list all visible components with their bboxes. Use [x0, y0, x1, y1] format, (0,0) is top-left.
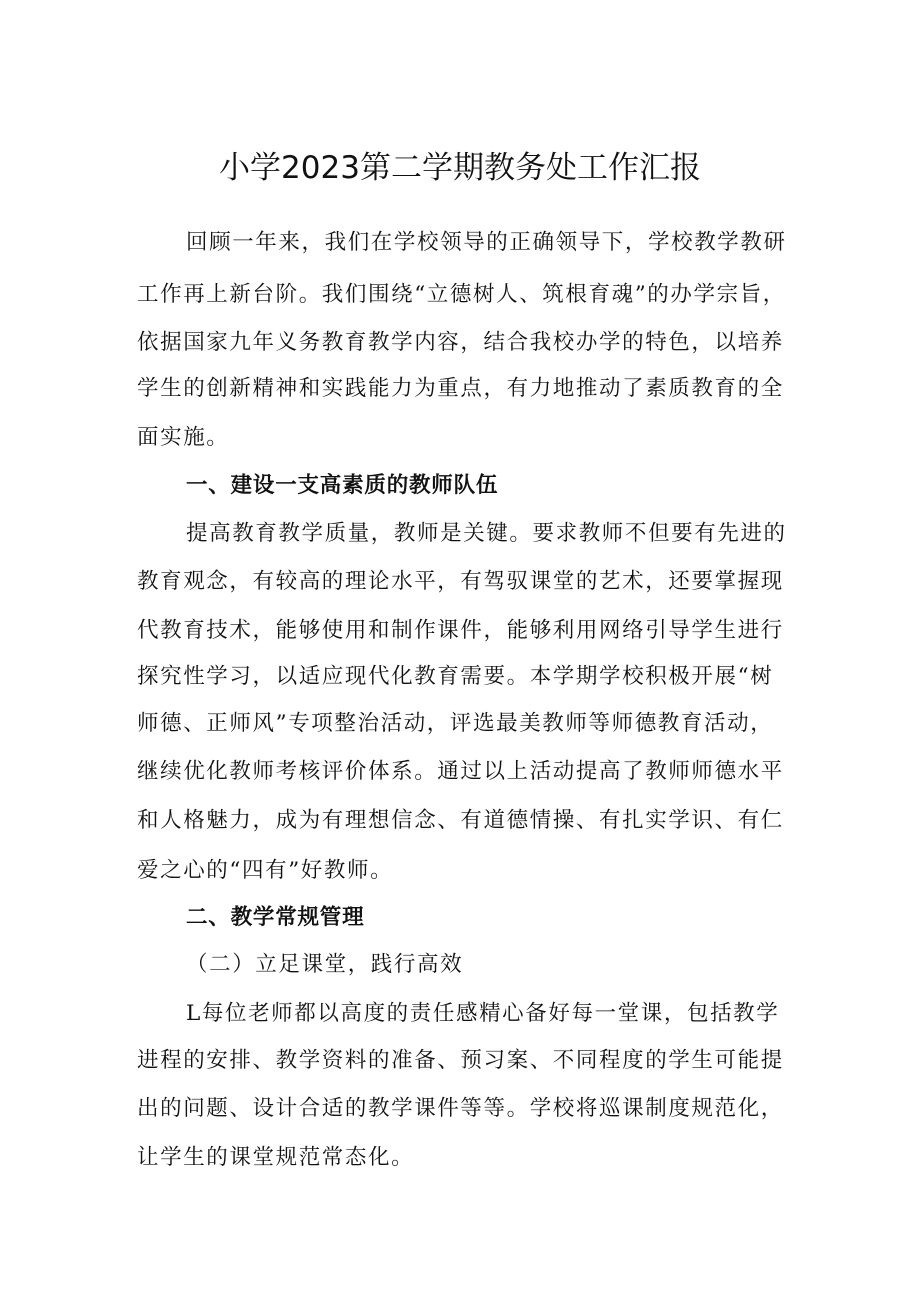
section2-line-3: 出的问题、设计合适的教学课件等等。学校将巡课制度规范化， — [137, 1096, 784, 1121]
section2-line-2: 进程的安排、教学资料的准备、预习案、不同程度的学生可能提 — [137, 1048, 784, 1073]
section-heading-2: 二、教学常规管理 — [186, 905, 365, 930]
intro-line-4: 学生的创新精神和实践能力为重点，有力地推动了素质教育的全 — [137, 376, 784, 401]
section2-line-1: L每位老师都以高度的责任感精心备好每一堂课，包括教学 — [186, 1001, 780, 1026]
document-title: 小学2023第二学期教务处工作汇报 — [219, 150, 701, 186]
intro-line-2: 工作再上新台阶。我们围绕“立德树人、筑根育魂”的办学宗旨， — [137, 282, 786, 307]
intro-line-5: 面实施。 — [137, 425, 230, 450]
section-heading-1: 一、建设一支高素质的教师队伍 — [186, 473, 499, 498]
section1-line-2: 教育观念，有较高的理论水平，有驾驭课堂的艺术，还要掌握现 — [137, 569, 784, 594]
section2-subheading: （二）立足课堂，践行高效 — [186, 952, 464, 977]
section1-line-4: 探究性学习，以适应现代化教育需要。本学期学校积极开展“树 — [137, 664, 774, 689]
section1-line-6: 继续优化教师考核评价体系。通过以上活动提高了教师师德水平 — [137, 759, 784, 784]
section1-line-3: 代教育技术，能够使用和制作课件，能够利用网络引导学生进行 — [137, 618, 784, 643]
intro-line-1: 回顾一年来，我们在学校领导的正确领导下，学校教学教研 — [186, 230, 787, 255]
section1-line-1: 提高教育教学质量，教师是关键。要求教师不但要有先进的 — [186, 521, 787, 546]
section1-line-5: 师德、正师风”专项整治活动，评选最美教师等师德教育活动， — [137, 711, 774, 736]
section1-line-7: 和人格魅力，成为有理想信念、有道德情操、有扎实学识、有仁 — [137, 808, 784, 833]
section2-line-4: 让学生的课堂规范常态化。 — [137, 1145, 415, 1170]
intro-line-3: 依据国家九年义务教育教学内容，结合我校办学的特色，以培养 — [137, 330, 784, 355]
section1-line-8: 爱之心的“四有”好教师。 — [137, 858, 394, 883]
